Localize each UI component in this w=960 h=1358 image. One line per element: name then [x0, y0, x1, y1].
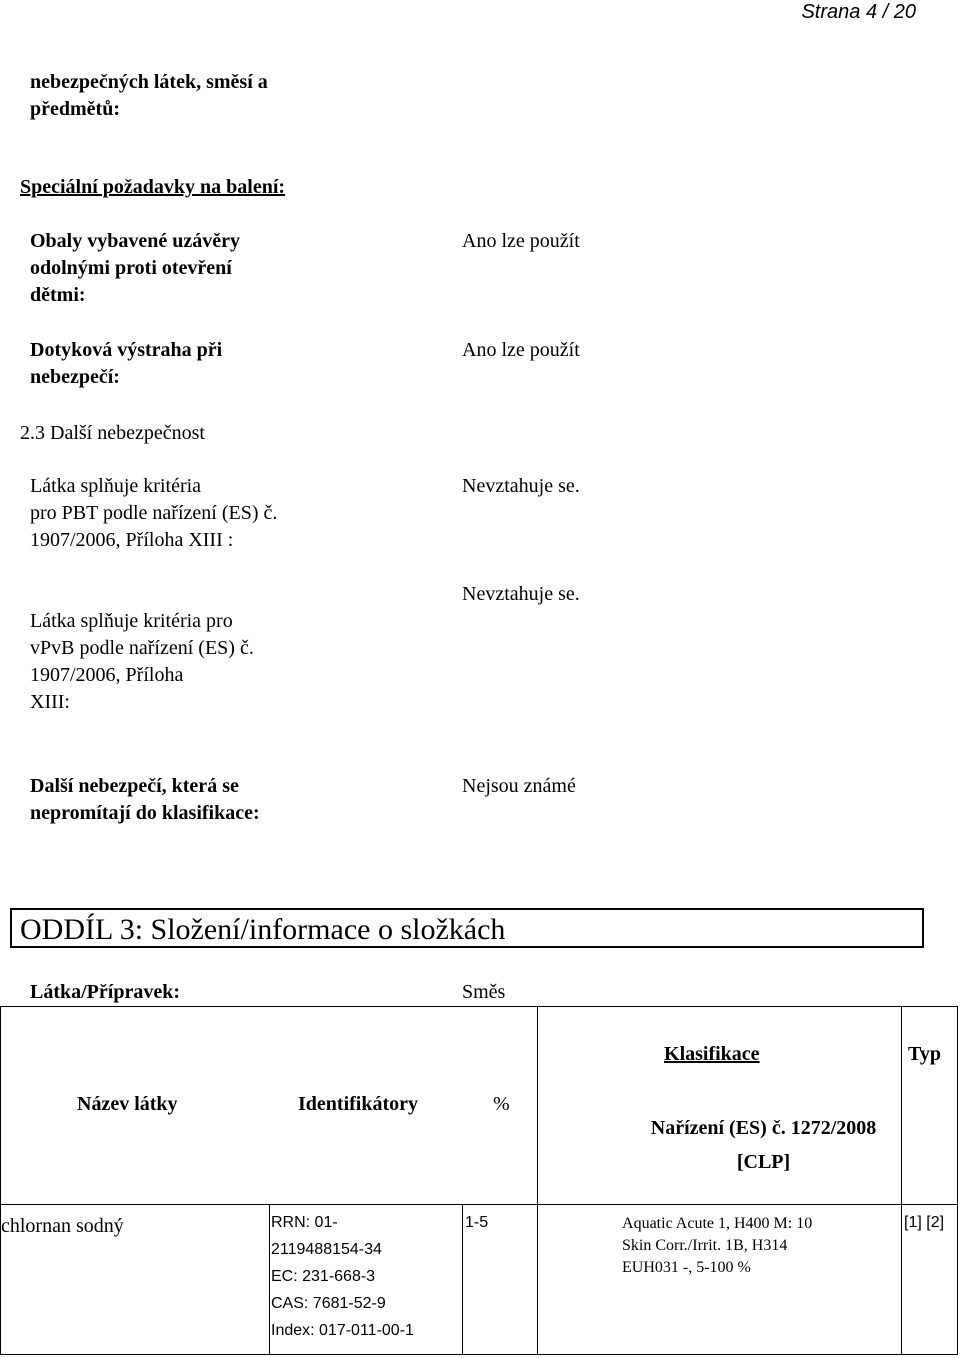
- continued-label: nebezpečných látek, směsí a předmětů:: [30, 71, 268, 120]
- hazards-heading: 2.3 Další nebezpečnost: [20, 422, 205, 444]
- section-3-title: ODDÍL 3: Složení/informace o složkách: [20, 913, 506, 946]
- concentration: 1-5: [465, 1214, 489, 1231]
- column-header-classification: Klasifikace: [664, 1043, 760, 1065]
- cell-percent: [463, 1205, 538, 1355]
- vpvb-label: [30, 608, 290, 716]
- classification-line-3: EUH031 -, 5-100 %: [622, 1259, 751, 1276]
- cell-identifiers: [270, 1205, 463, 1355]
- pbt-value: Nevztahuje se.: [462, 475, 580, 497]
- table-header-row: [1, 1007, 958, 1205]
- column-header-name: Název látky: [77, 1093, 178, 1115]
- page-number: Strana 4 / 20: [801, 1, 916, 23]
- identifier-index: Index: 017-011-00-1: [271, 1322, 414, 1339]
- pbt-label: [30, 473, 320, 554]
- cell-classification: [538, 1205, 902, 1355]
- classification-line-1: Aquatic Acute 1, H400 M: 10: [622, 1215, 813, 1232]
- header-left-cell: [1, 1007, 538, 1205]
- child-resistant-value: Ano lze použít: [462, 230, 580, 252]
- table-row: [1, 1205, 958, 1355]
- column-header-type: Typ: [908, 1043, 941, 1065]
- pbt-label-line-1: Látka splňuje kritéria: [30, 475, 202, 497]
- child-resistant-label: Obaly vybavené uzávěry odolnými proti otevření dětmi:: [30, 230, 240, 306]
- pbt-label-rest: pro PBT podle nařízení (ES) č. 1907/2006, Příloha XIII :: [30, 502, 278, 551]
- cell-type: [902, 1205, 958, 1355]
- identifier-cas: CAS: 7681-52-9: [271, 1295, 386, 1312]
- tactile-warning-value: Ano lze použít: [462, 339, 580, 361]
- substance-name: chlornan sodný: [1, 1215, 124, 1237]
- tactile-warning-label: Dotyková výstraha při nebezpečí:: [30, 339, 223, 388]
- header-classification-cell: [538, 1007, 902, 1205]
- header-type-cell: [902, 1007, 958, 1205]
- vpvb-label-part-3: XIII:: [30, 691, 70, 713]
- type-value: [1] [2]: [904, 1214, 945, 1231]
- classification-line-2: Skin Corr./Irrit. 1B, H314: [622, 1237, 788, 1254]
- packaging-heading: Speciální požadavky na balení:: [20, 176, 286, 198]
- substance-value: Směs: [462, 981, 506, 1003]
- vpvb-value: Nevztahuje se.: [462, 583, 580, 605]
- column-header-identifiers: Identifikátory: [298, 1093, 418, 1115]
- cell-name: [1, 1205, 270, 1355]
- identifier-ec: EC: 231-668-3: [271, 1268, 376, 1285]
- identifier-rrn-part-2: 2119488154-34: [271, 1241, 382, 1258]
- vpvb-label-part-1: Látka splňuje kritéria pro vPvB podle nařízení (ES) č.: [30, 610, 254, 659]
- column-header-regulation: Nařízení (ES) č. 1272/2008 [CLP]: [650, 1117, 877, 1173]
- substance-label: Látka/Přípravek:: [30, 981, 180, 1003]
- vpvb-label-part-2: 1907/2006, Příloha: [30, 664, 184, 686]
- column-header-percent: %: [493, 1093, 510, 1115]
- composition-table: [0, 1006, 958, 1355]
- identifier-rrn-part-1: RRN: 01-: [271, 1214, 338, 1231]
- other-hazards-label: Další nebezpečí, která se nepromítají do klasifikace:: [30, 775, 260, 824]
- other-hazards-value: Nejsou známé: [462, 775, 576, 797]
